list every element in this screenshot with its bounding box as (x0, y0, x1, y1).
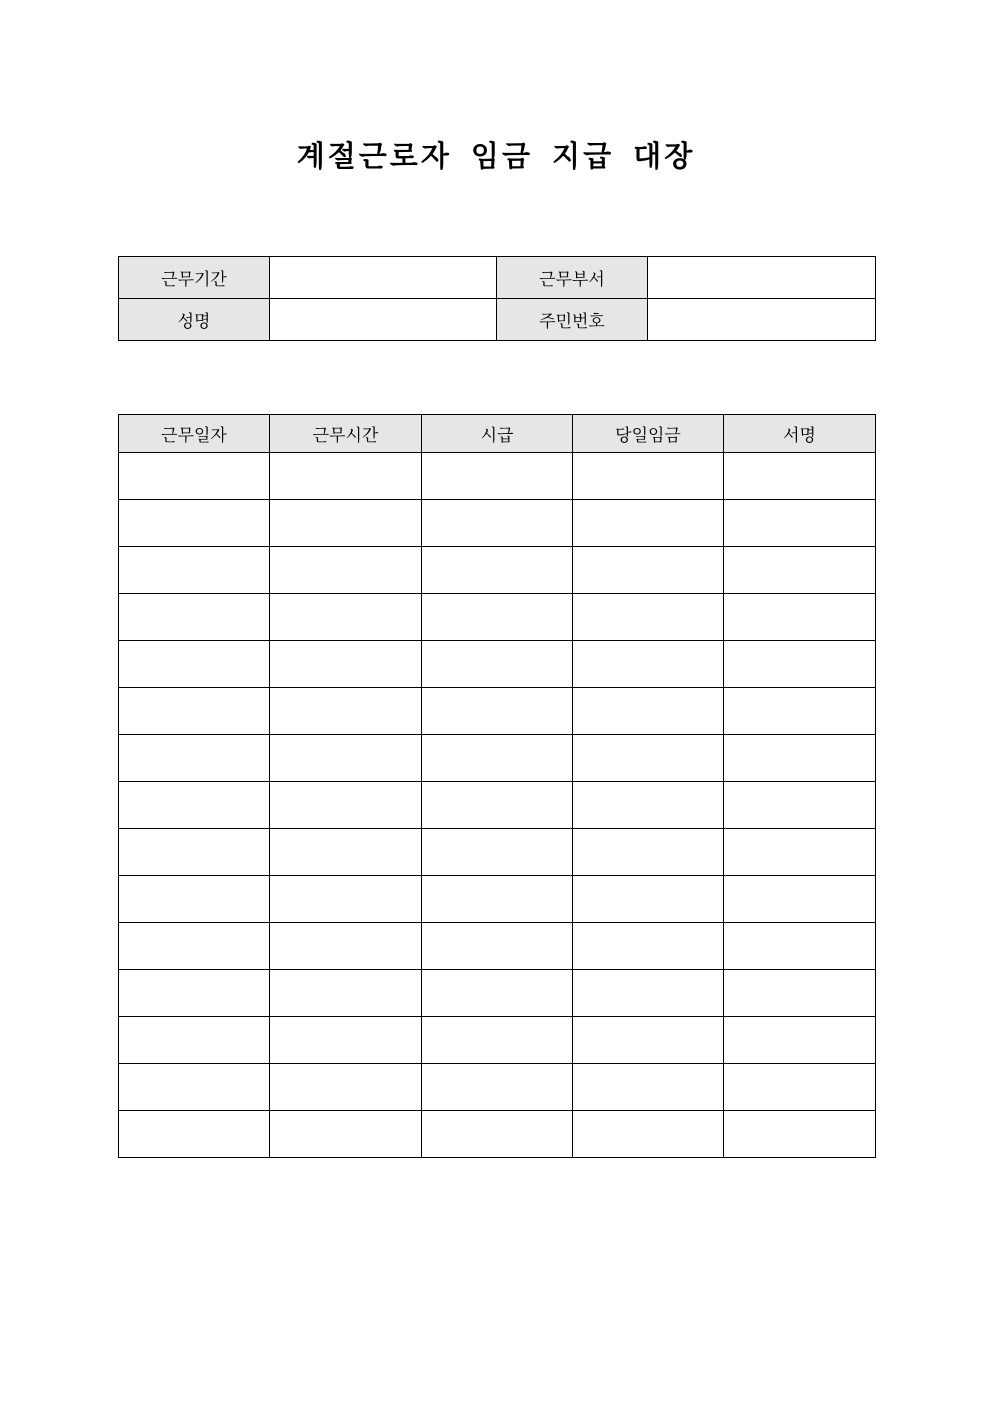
hourly-wage-cell[interactable] (422, 876, 573, 923)
table-row (119, 829, 876, 876)
name-label: 성명 (119, 299, 270, 341)
hourly-wage-cell[interactable] (422, 1111, 573, 1158)
signature-cell[interactable] (724, 782, 876, 829)
table-row (119, 970, 876, 1017)
work-date-cell[interactable] (119, 829, 270, 876)
daily-wage-cell[interactable] (573, 735, 724, 782)
signature-cell[interactable] (724, 1017, 876, 1064)
signature-cell[interactable] (724, 1111, 876, 1158)
work-date-cell[interactable] (119, 547, 270, 594)
document-title: 계절근로자 임금 지급 대장 (296, 139, 696, 173)
column-header-work-date: 근무일자 (119, 415, 270, 453)
hourly-wage-cell[interactable] (422, 782, 573, 829)
table-row (119, 547, 876, 594)
info-row-period-department (119, 257, 876, 299)
work-department-label: 근무부서 (497, 257, 648, 299)
table-row (119, 782, 876, 829)
work-date-cell[interactable] (119, 594, 270, 641)
signature-cell[interactable] (724, 453, 876, 500)
work-date-cell[interactable] (119, 641, 270, 688)
daily-wage-cell[interactable] (573, 688, 724, 735)
table-row (119, 688, 876, 735)
wage-log-header-row (119, 415, 876, 453)
resident-number-field[interactable] (648, 299, 876, 341)
signature-cell[interactable] (724, 735, 876, 782)
hourly-wage-cell[interactable] (422, 829, 573, 876)
work-hours-cell[interactable] (270, 641, 422, 688)
work-period-field[interactable] (270, 257, 497, 299)
signature-cell[interactable] (724, 1064, 876, 1111)
signature-cell[interactable] (724, 500, 876, 547)
daily-wage-cell[interactable] (573, 876, 724, 923)
daily-wage-cell[interactable] (573, 1111, 724, 1158)
work-hours-cell[interactable] (270, 688, 422, 735)
daily-wage-cell[interactable] (573, 829, 724, 876)
daily-wage-cell[interactable] (573, 500, 724, 547)
table-row (119, 1064, 876, 1111)
column-header-signature: 서명 (724, 415, 876, 453)
work-hours-cell[interactable] (270, 594, 422, 641)
work-date-cell[interactable] (119, 1064, 270, 1111)
column-header-hourly-wage: 시급 (422, 415, 573, 453)
hourly-wage-cell[interactable] (422, 453, 573, 500)
work-period-label: 근무기간 (119, 257, 270, 299)
hourly-wage-cell[interactable] (422, 970, 573, 1017)
work-date-cell[interactable] (119, 923, 270, 970)
signature-cell[interactable] (724, 688, 876, 735)
work-hours-cell[interactable] (270, 970, 422, 1017)
signature-cell[interactable] (724, 594, 876, 641)
work-date-cell[interactable] (119, 1111, 270, 1158)
column-header-work-hours: 근무시간 (270, 415, 422, 453)
daily-wage-cell[interactable] (573, 453, 724, 500)
work-hours-cell[interactable] (270, 1111, 422, 1158)
work-date-cell[interactable] (119, 453, 270, 500)
work-hours-cell[interactable] (270, 500, 422, 547)
work-hours-cell[interactable] (270, 735, 422, 782)
table-row (119, 735, 876, 782)
table-row (119, 1111, 876, 1158)
wage-log-body (119, 453, 876, 1158)
signature-cell[interactable] (724, 547, 876, 594)
hourly-wage-cell[interactable] (422, 735, 573, 782)
resident-number-label: 주민번호 (497, 299, 648, 341)
hourly-wage-cell[interactable] (422, 500, 573, 547)
work-hours-cell[interactable] (270, 829, 422, 876)
work-hours-cell[interactable] (270, 876, 422, 923)
work-date-cell[interactable] (119, 876, 270, 923)
work-date-cell[interactable] (119, 735, 270, 782)
work-date-cell[interactable] (119, 688, 270, 735)
signature-cell[interactable] (724, 829, 876, 876)
daily-wage-cell[interactable] (573, 782, 724, 829)
table-row (119, 923, 876, 970)
table-row (119, 594, 876, 641)
table-row (119, 453, 876, 500)
work-date-cell[interactable] (119, 500, 270, 547)
work-hours-cell[interactable] (270, 1064, 422, 1111)
hourly-wage-cell[interactable] (422, 1064, 573, 1111)
signature-cell[interactable] (724, 923, 876, 970)
hourly-wage-cell[interactable] (422, 688, 573, 735)
daily-wage-cell[interactable] (573, 641, 724, 688)
table-row (119, 500, 876, 547)
signature-cell[interactable] (724, 970, 876, 1017)
work-hours-cell[interactable] (270, 547, 422, 594)
work-department-field[interactable] (648, 257, 876, 299)
work-hours-cell[interactable] (270, 1017, 422, 1064)
info-row-name-id (119, 299, 876, 341)
hourly-wage-cell[interactable] (422, 594, 573, 641)
work-hours-cell[interactable] (270, 453, 422, 500)
work-date-cell[interactable] (119, 782, 270, 829)
work-hours-cell[interactable] (270, 923, 422, 970)
wage-log-table (118, 414, 876, 1158)
daily-wage-cell[interactable] (573, 547, 724, 594)
daily-wage-cell[interactable] (573, 923, 724, 970)
table-row (119, 1017, 876, 1064)
name-field[interactable] (270, 299, 497, 341)
hourly-wage-cell[interactable] (422, 923, 573, 970)
hourly-wage-cell[interactable] (422, 1017, 573, 1064)
table-row (119, 876, 876, 923)
hourly-wage-cell[interactable] (422, 641, 573, 688)
signature-cell[interactable] (724, 641, 876, 688)
worker-info-table (118, 256, 876, 341)
daily-wage-cell[interactable] (573, 1017, 724, 1064)
table-row (119, 641, 876, 688)
daily-wage-cell[interactable] (573, 1064, 724, 1111)
column-header-daily-wage: 당일임금 (573, 415, 724, 453)
work-date-cell[interactable] (119, 1017, 270, 1064)
work-date-cell[interactable] (119, 970, 270, 1017)
daily-wage-cell[interactable] (573, 970, 724, 1017)
hourly-wage-cell[interactable] (422, 547, 573, 594)
work-hours-cell[interactable] (270, 782, 422, 829)
daily-wage-cell[interactable] (573, 594, 724, 641)
signature-cell[interactable] (724, 876, 876, 923)
